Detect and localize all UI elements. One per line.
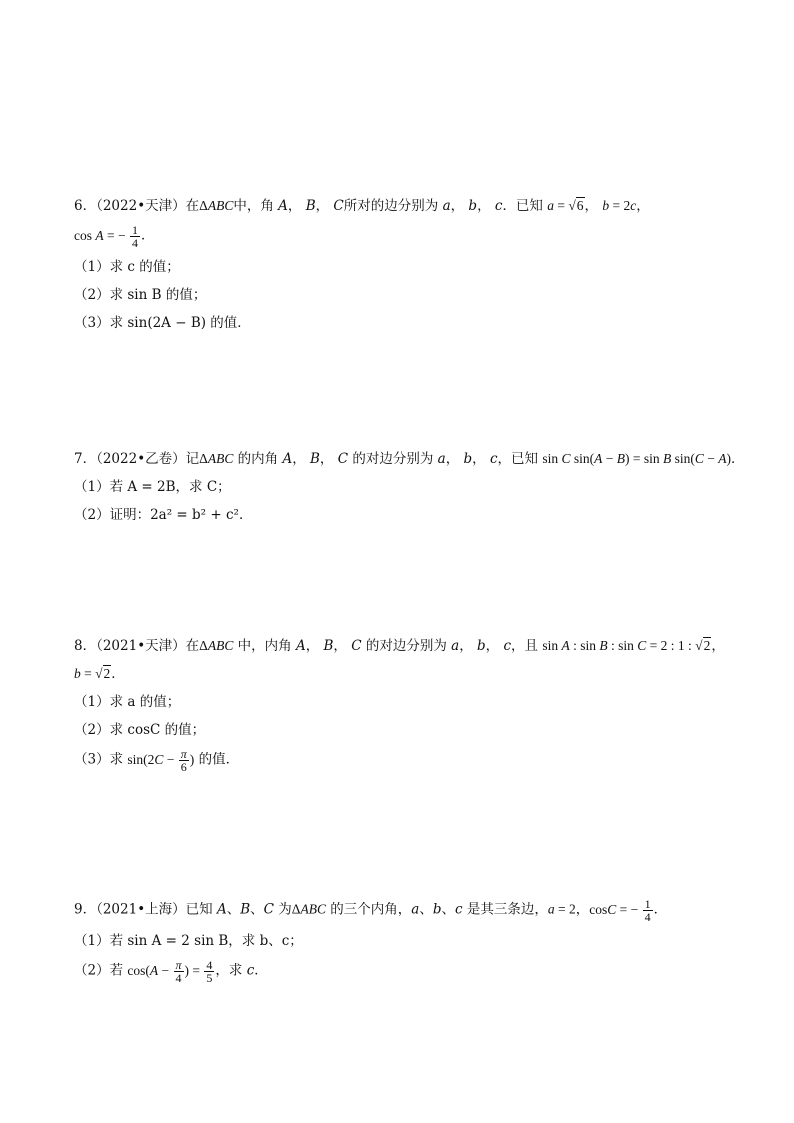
problem-9-part-1: （1）若 sin A = 2 sin B，求 b、c； [74,933,303,949]
problem-6-part-1: （1）求 c 的值； [74,259,180,275]
problem-7-part-1: （1）若 A = 2B，求 C； [74,479,231,495]
problem-7-part-2: （2）证明：2a² = b² + c²． [74,507,253,523]
problem-8-line-2: b = √2． [74,666,125,682]
problem-8-line-1: 8．（2021•天津）在ΔABC 中，内角 A， B， C 的对边分别为 a， b， c，且 sin A : sin B : sin C = 2 : 1 : √2， [74,638,725,654]
problem-8-part-2: （2）求 cosC 的值； [74,722,206,738]
problem-6-part-3: （3）求 sin(2A − B) 的值． [74,315,251,331]
problem-7 [74,449,745,525]
problem-9-line-1: 9．（2021•上海）已知 A、B、C 为ΔABC 的三个内角，a、b、c 是其三条边，a = 2，cosC = − $\frac{1}{4}$ ． [74,897,668,924]
problem-number: 8 [74,638,83,654]
problem-source: （2022•乙卷） [96,451,186,467]
problem-number: 7 [74,451,83,467]
problem-number: 9 [74,901,83,918]
problem-source: （2021•上海） [96,901,186,918]
problem-6-line-2: cos A = − $\frac{1}{4}$ ． [74,223,155,250]
problem-source: （2022•天津） [96,198,186,214]
problem-7-line-1: 7．（2022•乙卷）记ΔABC 的内角 A， B， C 的对边分别为 a， b， c，已知 sin C sin(A − B) = sin B sin(C − A)． [74,451,745,467]
problem-8 [74,636,734,773]
problem-8-part-1: （1）求 a 的值； [74,694,181,710]
problem-6-line-1: 6．（2022•天津）在ΔABC中，角 A， B， C所对的边分别为 a， b， c．已知 a = √6， b = 2c， [74,198,650,214]
problem-6-part-2: （2）求 sin B 的值； [74,287,207,303]
problem-9-part-2: （2）若 cos(A − $\frac{\pi}{4}$ ) = $\frac{4}{5}$ ，求 c． [74,958,268,985]
problem-source: （2021•天津） [96,638,186,654]
problem-number: 6 [74,198,83,214]
problem-9 [74,898,734,984]
problem-6 [74,196,734,333]
problem-8-part-3: （3）求 sin(2C − $\frac{\pi}{6}$ ) 的值． [74,747,240,774]
